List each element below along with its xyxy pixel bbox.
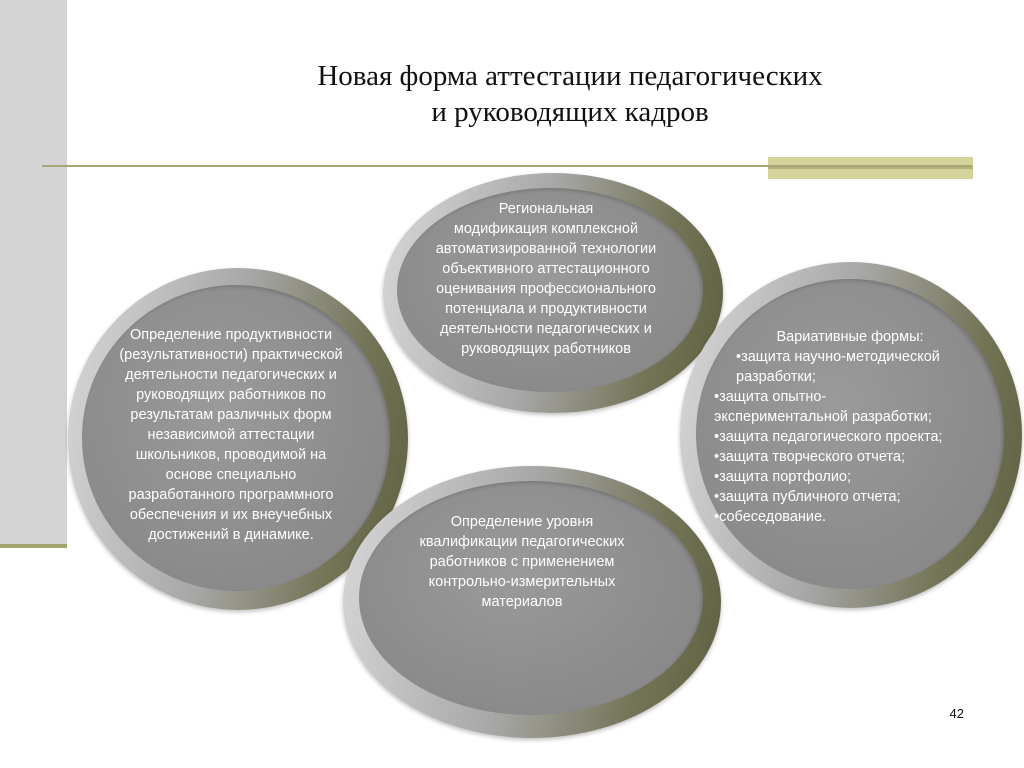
bubble-list-item: •защита портфолио; xyxy=(714,469,852,485)
bubble-qualification-level xyxy=(343,466,721,738)
side-decoration-line xyxy=(0,544,67,548)
side-decoration-bar xyxy=(0,0,67,546)
bubble-text xyxy=(363,512,681,612)
bubble-variative-forms xyxy=(680,262,1022,608)
bubble-list-item: •собеседование. xyxy=(714,509,827,525)
title-rule-line xyxy=(42,165,972,167)
bubble-text-line: оценивания профессионального xyxy=(436,281,656,297)
bubble-list-item: •защита педагогического проекта; xyxy=(714,429,943,445)
bubble-text-line: потенциала и продуктивности xyxy=(445,301,647,317)
bubble-text-line: контрольно-измерительных xyxy=(428,574,616,590)
bubble-heading xyxy=(740,327,960,347)
bubble-text-line: объективного аттестационного xyxy=(442,261,650,277)
bubble-text xyxy=(383,199,709,359)
bubble-regional-modification xyxy=(383,173,723,413)
bubble-list-item: разработки; xyxy=(736,369,816,385)
slide-title xyxy=(200,58,940,130)
bubble-text-line: руководящих работников xyxy=(461,341,631,357)
bubble-text-line: разработанного программного xyxy=(128,487,334,503)
bubble-text-line: деятельности педагогических и xyxy=(440,321,652,337)
slide-title-line-1: Новая форма аттестации педагогических xyxy=(317,60,823,92)
bubble-text-line: достижений в динамике. xyxy=(148,527,314,543)
bubble-text xyxy=(80,325,382,545)
bubble-text-line: деятельности педагогических и xyxy=(125,367,337,383)
bubble-text-line: результатам различных форм xyxy=(130,407,332,423)
bubble-text-line: руководящих работников по xyxy=(136,387,326,403)
bubble-text-line: школьников, проводимой на xyxy=(135,447,327,463)
bubble-list-item: •защита творческого отчета; xyxy=(714,449,905,465)
bubble-text-line: модификация комплексной xyxy=(453,221,639,237)
bubble-list-item: •защита публичного отчета; xyxy=(714,489,901,505)
bubble-list-item: экспериментальной разработки; xyxy=(714,409,932,425)
bubble-text-line: квалификации педагогических xyxy=(419,534,625,550)
bubble-text-line: Региональная xyxy=(498,201,594,217)
bubble-heading-text: Вариативные формы: xyxy=(776,329,924,345)
bubble-text-line: работников с применением xyxy=(429,554,615,570)
bubble-text-line: материалов xyxy=(481,594,563,610)
bubble-text-line: Определение продуктивности xyxy=(129,327,333,343)
bubble-list xyxy=(714,347,1014,527)
slide-title-line-2: и руководящих кадров xyxy=(431,96,709,128)
bubble-text-line: автоматизированной технологии xyxy=(435,241,657,257)
bubble-text-line: обеспечения и их внеучебных xyxy=(129,507,333,523)
bubble-text-line: независимой аттестации xyxy=(147,427,315,443)
bubble-text-line: Определение уровня xyxy=(450,514,594,530)
page-number: 42 xyxy=(949,706,964,721)
bubble-text-line: (результативности) практической xyxy=(119,347,343,363)
bubble-text-line: основе специально xyxy=(165,467,297,483)
bubble-list-item: •защита опытно- xyxy=(714,389,827,405)
bubble-list-item: •защита научно-методической xyxy=(736,349,940,365)
